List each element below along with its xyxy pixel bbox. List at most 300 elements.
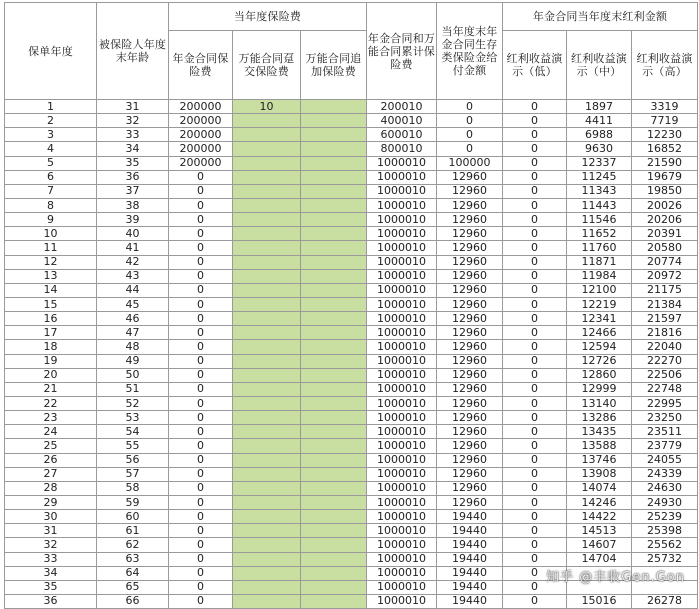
cell-universal-additional-premium	[301, 156, 367, 170]
cell-universal-additional-premium	[301, 467, 367, 481]
cell-policy-year: 35	[5, 580, 97, 594]
cell-policy-year: 33	[5, 552, 97, 566]
cell-policy-year: 9	[5, 213, 97, 227]
cell-universal-additional-premium	[301, 184, 367, 198]
cell-universal-additional-premium	[301, 368, 367, 382]
cell-annuity-premium: 0	[169, 467, 233, 481]
cell-cumulative-premium: 1000010	[367, 312, 437, 326]
cell-policy-year: 23	[5, 411, 97, 425]
cell-survival-benefit: 12960	[437, 297, 503, 311]
cell-cumulative-premium: 1000010	[367, 170, 437, 184]
cell-universal-transfer-premium	[233, 241, 301, 255]
cell-cumulative-premium: 1000010	[367, 439, 437, 453]
cell-insured-age: 42	[97, 255, 169, 269]
header-annual-premium-group: 当年度保险费	[169, 3, 367, 31]
cell-annuity-premium: 200000	[169, 100, 233, 114]
cell-annuity-premium: 0	[169, 382, 233, 396]
cell-dividend-low: 0	[503, 396, 567, 410]
cell-universal-transfer-premium	[233, 312, 301, 326]
cell-annuity-premium: 0	[169, 510, 233, 524]
cell-dividend-low: 0	[503, 326, 567, 340]
cell-dividend-low: 0	[503, 552, 567, 566]
cell-insured-age: 41	[97, 241, 169, 255]
cell-policy-year: 13	[5, 269, 97, 283]
cell-dividend-low: 0	[503, 580, 567, 594]
cell-cumulative-premium: 1000010	[367, 538, 437, 552]
cell-dividend-mid: 13140	[567, 396, 632, 410]
cell-universal-additional-premium	[301, 241, 367, 255]
header-survival-benefit: 当年度末年金合同生存类保险金给付金额	[437, 3, 503, 100]
cell-insured-age: 38	[97, 198, 169, 212]
cell-universal-transfer-premium	[233, 396, 301, 410]
cell-universal-transfer-premium	[233, 255, 301, 269]
cell-dividend-low: 0	[503, 495, 567, 509]
cell-universal-transfer-premium	[233, 142, 301, 156]
cell-insured-age: 45	[97, 297, 169, 311]
cell-annuity-premium: 0	[169, 481, 233, 495]
cell-survival-benefit: 12960	[437, 198, 503, 212]
cell-policy-year: 12	[5, 255, 97, 269]
cell-annuity-premium: 0	[169, 340, 233, 354]
cell-dividend-high: 21597	[632, 312, 698, 326]
cell-dividend-high: 25562	[632, 538, 698, 552]
cell-cumulative-premium: 1000010	[367, 524, 437, 538]
cell-annuity-premium: 0	[169, 552, 233, 566]
cell-dividend-mid: 12999	[567, 382, 632, 396]
cell-annuity-premium: 0	[169, 411, 233, 425]
cell-universal-additional-premium	[301, 227, 367, 241]
cell-insured-age: 62	[97, 538, 169, 552]
cell-annuity-premium: 0	[169, 297, 233, 311]
cell-annuity-premium: 200000	[169, 142, 233, 156]
cell-survival-benefit: 12960	[437, 453, 503, 467]
cell-universal-transfer-premium	[233, 580, 301, 594]
cell-annuity-premium: 0	[169, 198, 233, 212]
table-row	[5, 213, 698, 227]
cell-universal-additional-premium	[301, 170, 367, 184]
table-row	[5, 439, 698, 453]
cell-survival-benefit: 19440	[437, 552, 503, 566]
cell-dividend-mid: 13435	[567, 425, 632, 439]
cell-dividend-mid: 11652	[567, 227, 632, 241]
cell-annuity-premium: 0	[169, 354, 233, 368]
cell-dividend-low: 0	[503, 142, 567, 156]
cell-dividend-high: 21384	[632, 297, 698, 311]
cell-dividend-low: 0	[503, 382, 567, 396]
cell-policy-year: 6	[5, 170, 97, 184]
cell-universal-additional-premium	[301, 495, 367, 509]
cell-insured-age: 50	[97, 368, 169, 382]
cell-cumulative-premium: 1000010	[367, 552, 437, 566]
cell-dividend-low: 0	[503, 510, 567, 524]
cell-survival-benefit: 12960	[437, 340, 503, 354]
cell-dividend-low: 0	[503, 170, 567, 184]
cell-dividend-high: 20580	[632, 241, 698, 255]
cell-insured-age: 34	[97, 142, 169, 156]
cell-dividend-mid: 13746	[567, 453, 632, 467]
cell-insured-age: 40	[97, 227, 169, 241]
cell-policy-year: 21	[5, 382, 97, 396]
cell-survival-benefit: 12960	[437, 184, 503, 198]
cell-dividend-mid: 12100	[567, 283, 632, 297]
table-row	[5, 481, 698, 495]
cell-universal-additional-premium	[301, 255, 367, 269]
cell-policy-year: 24	[5, 425, 97, 439]
cell-universal-additional-premium	[301, 538, 367, 552]
cell-universal-transfer-premium: 10	[233, 100, 301, 114]
header-universal-additional-premium: 万能合同追加保险费	[301, 31, 367, 100]
table-row	[5, 156, 698, 170]
cell-universal-transfer-premium	[233, 552, 301, 566]
cell-insured-age: 44	[97, 283, 169, 297]
cell-policy-year: 8	[5, 198, 97, 212]
cell-cumulative-premium: 1000010	[367, 396, 437, 410]
cell-universal-additional-premium	[301, 142, 367, 156]
cell-insured-age: 64	[97, 566, 169, 580]
cell-universal-additional-premium	[301, 283, 367, 297]
cell-survival-benefit: 12960	[437, 227, 503, 241]
cell-universal-transfer-premium	[233, 439, 301, 453]
cell-survival-benefit: 12960	[437, 255, 503, 269]
benefit-illustration-table	[4, 2, 698, 609]
cell-dividend-high: 19679	[632, 170, 698, 184]
cell-universal-transfer-premium	[233, 453, 301, 467]
cell-survival-benefit: 19440	[437, 510, 503, 524]
cell-dividend-low: 0	[503, 297, 567, 311]
cell-universal-transfer-premium	[233, 467, 301, 481]
table-row	[5, 198, 698, 212]
cell-universal-transfer-premium	[233, 184, 301, 198]
cell-annuity-premium: 0	[169, 227, 233, 241]
cell-policy-year: 26	[5, 453, 97, 467]
cell-cumulative-premium: 1000010	[367, 368, 437, 382]
cell-universal-additional-premium	[301, 213, 367, 227]
cell-annuity-premium: 200000	[169, 128, 233, 142]
cell-survival-benefit: 19440	[437, 594, 503, 608]
cell-dividend-high: 16852	[632, 142, 698, 156]
cell-annuity-premium: 200000	[169, 114, 233, 128]
cell-dividend-mid: 11546	[567, 213, 632, 227]
cell-policy-year: 25	[5, 439, 97, 453]
cell-universal-transfer-premium	[233, 297, 301, 311]
table-row	[5, 396, 698, 410]
cell-dividend-low: 0	[503, 354, 567, 368]
cell-policy-year: 10	[5, 227, 97, 241]
cell-dividend-mid: 11760	[567, 241, 632, 255]
cell-insured-age: 56	[97, 453, 169, 467]
cell-annuity-premium: 0	[169, 269, 233, 283]
cell-insured-age: 36	[97, 170, 169, 184]
cell-policy-year: 20	[5, 368, 97, 382]
table-row	[5, 340, 698, 354]
cell-universal-transfer-premium	[233, 425, 301, 439]
cell-dividend-low: 0	[503, 439, 567, 453]
cell-policy-year: 28	[5, 481, 97, 495]
cell-cumulative-premium: 1000010	[367, 510, 437, 524]
cell-dividend-low: 0	[503, 524, 567, 538]
cell-survival-benefit: 12960	[437, 269, 503, 283]
cell-cumulative-premium: 1000010	[367, 227, 437, 241]
cell-policy-year: 2	[5, 114, 97, 128]
cell-cumulative-premium: 200010	[367, 100, 437, 114]
cell-cumulative-premium: 1000010	[367, 198, 437, 212]
cell-policy-year: 31	[5, 524, 97, 538]
cell-survival-benefit: 0	[437, 128, 503, 142]
cell-dividend-high: 24339	[632, 467, 698, 481]
cell-survival-benefit: 19440	[437, 566, 503, 580]
cell-cumulative-premium: 1000010	[367, 566, 437, 580]
cell-universal-additional-premium	[301, 510, 367, 524]
cell-insured-age: 43	[97, 269, 169, 283]
cell-universal-transfer-premium	[233, 340, 301, 354]
cell-survival-benefit: 12960	[437, 411, 503, 425]
cell-universal-transfer-premium	[233, 411, 301, 425]
cell-policy-year: 30	[5, 510, 97, 524]
cell-dividend-high: 22748	[632, 382, 698, 396]
cell-cumulative-premium: 1000010	[367, 481, 437, 495]
cell-survival-benefit: 100000	[437, 156, 503, 170]
cell-dividend-mid: 11871	[567, 255, 632, 269]
cell-survival-benefit: 0	[437, 142, 503, 156]
cell-dividend-mid: 13588	[567, 439, 632, 453]
table-row	[5, 227, 698, 241]
cell-cumulative-premium: 1000010	[367, 269, 437, 283]
cell-survival-benefit: 12960	[437, 241, 503, 255]
cell-dividend-mid: 6988	[567, 128, 632, 142]
cell-survival-benefit: 19440	[437, 524, 503, 538]
cell-universal-additional-premium	[301, 439, 367, 453]
cell-annuity-premium: 0	[169, 368, 233, 382]
cell-universal-transfer-premium	[233, 283, 301, 297]
cell-dividend-high: 26278	[632, 594, 698, 608]
cell-dividend-mid: 14422	[567, 510, 632, 524]
cell-dividend-mid: 12860	[567, 368, 632, 382]
cell-dividend-high: 7719	[632, 114, 698, 128]
header-annuity-premium: 年金合同保险费	[169, 31, 233, 100]
cell-dividend-mid: 12341	[567, 312, 632, 326]
cell-dividend-low: 0	[503, 255, 567, 269]
table-row	[5, 184, 698, 198]
cell-cumulative-premium: 1000010	[367, 297, 437, 311]
cell-policy-year: 29	[5, 495, 97, 509]
cell-dividend-mid: 1897	[567, 100, 632, 114]
cell-universal-transfer-premium	[233, 368, 301, 382]
cell-survival-benefit: 12960	[437, 170, 503, 184]
cell-policy-year: 34	[5, 566, 97, 580]
cell-dividend-mid: 14704	[567, 552, 632, 566]
cell-dividend-mid: 9630	[567, 142, 632, 156]
cell-universal-additional-premium	[301, 453, 367, 467]
table-row	[5, 453, 698, 467]
cell-universal-additional-premium	[301, 340, 367, 354]
cell-dividend-mid: 13908	[567, 467, 632, 481]
cell-universal-transfer-premium	[233, 594, 301, 608]
cell-annuity-premium: 0	[169, 524, 233, 538]
table-row	[5, 312, 698, 326]
cell-cumulative-premium: 1000010	[367, 340, 437, 354]
cell-dividend-mid: 11343	[567, 184, 632, 198]
cell-policy-year: 11	[5, 241, 97, 255]
cell-universal-additional-premium	[301, 269, 367, 283]
cell-universal-transfer-premium	[233, 156, 301, 170]
cell-dividend-low: 0	[503, 566, 567, 580]
cell-dividend-high: 21816	[632, 326, 698, 340]
cell-policy-year: 18	[5, 340, 97, 354]
cell-survival-benefit: 12960	[437, 481, 503, 495]
cell-policy-year: 17	[5, 326, 97, 340]
table-row	[5, 241, 698, 255]
cell-policy-year: 5	[5, 156, 97, 170]
cell-policy-year: 22	[5, 396, 97, 410]
cell-cumulative-premium: 1000010	[367, 255, 437, 269]
cell-cumulative-premium: 1000010	[367, 425, 437, 439]
header-cumulative-premium: 年金合同和万能合同累计保险费	[367, 3, 437, 100]
cell-dividend-low: 0	[503, 156, 567, 170]
table-row	[5, 495, 698, 509]
cell-dividend-mid: 12337	[567, 156, 632, 170]
cell-dividend-low: 0	[503, 128, 567, 142]
cell-annuity-premium: 0	[169, 453, 233, 467]
cell-policy-year: 32	[5, 538, 97, 552]
cell-dividend-low: 0	[503, 312, 567, 326]
cell-universal-additional-premium	[301, 481, 367, 495]
cell-universal-additional-premium	[301, 552, 367, 566]
cell-cumulative-premium: 1000010	[367, 156, 437, 170]
cell-cumulative-premium: 800010	[367, 142, 437, 156]
table-row	[5, 283, 698, 297]
cell-dividend-high: 22270	[632, 354, 698, 368]
cell-insured-age: 54	[97, 425, 169, 439]
cell-cumulative-premium: 1000010	[367, 241, 437, 255]
table-row	[5, 255, 698, 269]
cell-insured-age: 59	[97, 495, 169, 509]
cell-dividend-low: 0	[503, 227, 567, 241]
table-row	[5, 594, 698, 608]
watermark-text: 知乎 @丰收Gen.Gon	[546, 570, 685, 585]
cell-cumulative-premium: 1000010	[367, 382, 437, 396]
cell-insured-age: 52	[97, 396, 169, 410]
cell-cumulative-premium: 600010	[367, 128, 437, 142]
cell-annuity-premium: 0	[169, 580, 233, 594]
cell-dividend-mid: 12219	[567, 297, 632, 311]
cell-cumulative-premium: 1000010	[367, 283, 437, 297]
cell-dividend-mid: 11443	[567, 198, 632, 212]
cell-dividend-high: 23250	[632, 411, 698, 425]
cell-policy-year: 3	[5, 128, 97, 142]
cell-cumulative-premium: 1000010	[367, 354, 437, 368]
cell-survival-benefit: 12960	[437, 382, 503, 396]
header-policy-year: 保单年度	[5, 3, 97, 100]
table-row	[5, 382, 698, 396]
cell-universal-additional-premium	[301, 100, 367, 114]
cell-insured-age: 53	[97, 411, 169, 425]
cell-annuity-premium: 0	[169, 594, 233, 608]
cell-universal-additional-premium	[301, 396, 367, 410]
cell-universal-additional-premium	[301, 114, 367, 128]
table-row	[5, 269, 698, 283]
cell-cumulative-premium: 1000010	[367, 467, 437, 481]
cell-policy-year: 15	[5, 297, 97, 311]
cell-survival-benefit: 0	[437, 114, 503, 128]
cell-annuity-premium: 0	[169, 312, 233, 326]
cell-annuity-premium: 0	[169, 495, 233, 509]
header-dividend-mid: 红利收益演示（中）	[567, 31, 632, 100]
cell-insured-age: 63	[97, 552, 169, 566]
cell-dividend-low: 0	[503, 538, 567, 552]
cell-insured-age: 37	[97, 184, 169, 198]
cell-dividend-high: 24630	[632, 481, 698, 495]
header-dividend-group: 年金合同当年度末红利金额	[503, 3, 698, 31]
cell-dividend-mid: 12594	[567, 340, 632, 354]
cell-dividend-high: 25239	[632, 510, 698, 524]
cell-dividend-mid: 15016	[567, 594, 632, 608]
cell-survival-benefit: 12960	[437, 368, 503, 382]
cell-dividend-low: 0	[503, 467, 567, 481]
cell-insured-age: 47	[97, 326, 169, 340]
cell-dividend-high: 19850	[632, 184, 698, 198]
cell-universal-transfer-premium	[233, 114, 301, 128]
cell-annuity-premium: 0	[169, 241, 233, 255]
cell-dividend-low: 0	[503, 114, 567, 128]
cell-survival-benefit: 12960	[437, 326, 503, 340]
cell-insured-age: 57	[97, 467, 169, 481]
cell-dividend-high: 24930	[632, 495, 698, 509]
cell-dividend-high: 22506	[632, 368, 698, 382]
cell-cumulative-premium: 1000010	[367, 580, 437, 594]
cell-annuity-premium: 0	[169, 439, 233, 453]
cell-survival-benefit: 19440	[437, 538, 503, 552]
table-row	[5, 297, 698, 311]
cell-universal-transfer-premium	[233, 481, 301, 495]
cell-insured-age: 55	[97, 439, 169, 453]
cell-dividend-low: 0	[503, 100, 567, 114]
cell-annuity-premium: 0	[169, 326, 233, 340]
cell-universal-additional-premium	[301, 297, 367, 311]
cell-dividend-high: 20206	[632, 213, 698, 227]
cell-dividend-mid: 12466	[567, 326, 632, 340]
cell-insured-age: 66	[97, 594, 169, 608]
cell-insured-age: 60	[97, 510, 169, 524]
cell-insured-age: 61	[97, 524, 169, 538]
cell-annuity-premium: 0	[169, 396, 233, 410]
cell-dividend-high: 23779	[632, 439, 698, 453]
cell-dividend-high: 25732	[632, 552, 698, 566]
cell-dividend-high: 20774	[632, 255, 698, 269]
header-dividend-high: 红利收益演示（高）	[632, 31, 698, 100]
cell-dividend-high: 21590	[632, 156, 698, 170]
cell-universal-transfer-premium	[233, 170, 301, 184]
cell-dividend-high: 22040	[632, 340, 698, 354]
cell-cumulative-premium: 1000010	[367, 411, 437, 425]
cell-dividend-high: 23511	[632, 425, 698, 439]
table-row	[5, 552, 698, 566]
header-row-top	[5, 3, 698, 31]
cell-dividend-low: 0	[503, 481, 567, 495]
cell-insured-age: 49	[97, 354, 169, 368]
cell-annuity-premium: 0	[169, 170, 233, 184]
cell-universal-transfer-premium	[233, 382, 301, 396]
table-row	[5, 100, 698, 114]
cell-dividend-low: 0	[503, 283, 567, 297]
cell-policy-year: 1	[5, 100, 97, 114]
table-row	[5, 354, 698, 368]
cell-universal-additional-premium	[301, 524, 367, 538]
cell-dividend-mid: 12726	[567, 354, 632, 368]
cell-dividend-low: 0	[503, 411, 567, 425]
table-row	[5, 467, 698, 481]
cell-universal-transfer-premium	[233, 128, 301, 142]
cell-insured-age: 58	[97, 481, 169, 495]
